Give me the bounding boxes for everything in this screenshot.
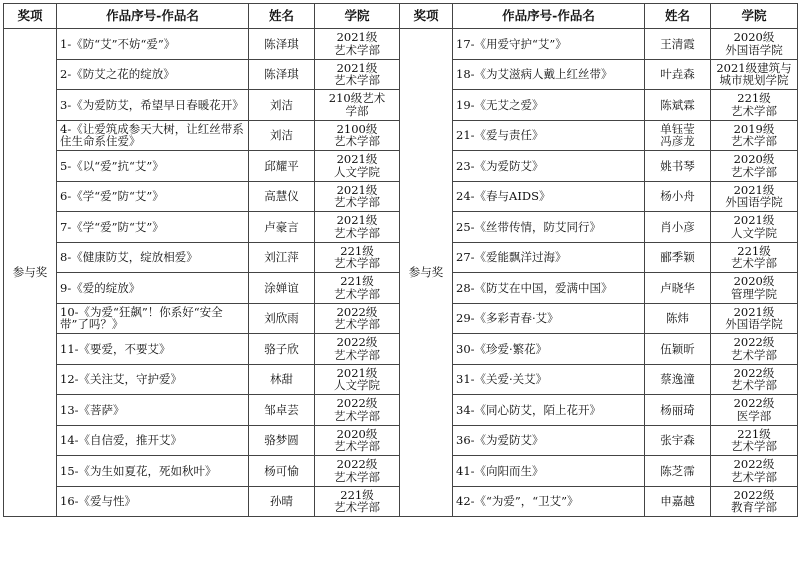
college-year-text: 2021级 <box>733 182 775 197</box>
college-dept-text: 管理学院 <box>731 286 777 301</box>
header-name: 姓名 <box>645 4 711 29</box>
header-award: 奖项 <box>4 4 57 29</box>
student-name-cell: 杨可愉 <box>249 456 315 487</box>
college-cell <box>315 334 400 365</box>
header-college: 学院 <box>315 4 400 29</box>
college-year-text: 221级 <box>737 426 771 441</box>
student-name-cell: 陈炜 <box>645 303 711 334</box>
college-cell <box>315 212 400 243</box>
college-dept-text: 艺术学部 <box>334 42 380 57</box>
college-year-text: 2022级 <box>336 304 378 319</box>
college-year-text: 2020级 <box>733 152 775 167</box>
student-name-cell: 林甜 <box>249 364 315 395</box>
college-cell <box>711 242 798 273</box>
student-name-cell: 孙晴 <box>249 486 315 517</box>
college-year-text: 221级 <box>340 274 374 289</box>
work-title-cell: 30-《珍爱·繁花》 <box>453 334 645 365</box>
work-title-cell: 18-《为艾滋病人戴上红丝带》 <box>453 59 645 90</box>
work-title-cell: 41-《向阳而生》 <box>453 456 645 487</box>
college-year-text: 2021级 <box>336 30 378 45</box>
college-dept-text: 艺术学部 <box>334 408 380 423</box>
college-dept-text: 教育学部 <box>731 500 777 515</box>
college-cell <box>315 242 400 273</box>
college-dept-text: 艺术学部 <box>731 378 777 393</box>
college-dept-text: 外国语学院 <box>725 195 783 210</box>
college-cell <box>315 395 400 426</box>
college-year-text: 2020级 <box>733 274 775 289</box>
college-cell <box>315 456 400 487</box>
college-cell <box>711 90 798 121</box>
student-name-cell: 伍颖昕 <box>645 334 711 365</box>
work-title-cell: 10-《为爱“狂飙”！你系好“安全带”了吗？》 <box>57 303 249 334</box>
college-year-text: 2021级 <box>336 365 378 380</box>
header-work: 作品序号-作品名 <box>453 4 645 29</box>
college-dept-text: 艺术学部 <box>731 164 777 179</box>
award-cell-right: 参与奖 <box>400 29 453 517</box>
college-dept-text: 艺术学部 <box>731 134 777 149</box>
college-year-text: 2100级 <box>336 121 378 136</box>
college-year-text: 221级 <box>340 243 374 258</box>
student-name-cell: 姚书琴 <box>645 151 711 182</box>
work-title-cell: 31-《关爱·关艾》 <box>453 364 645 395</box>
college-cell <box>315 59 400 90</box>
student-name-cell: 肖小彦 <box>645 212 711 243</box>
college-cell <box>315 90 400 121</box>
college-year-text: 2020级 <box>336 426 378 441</box>
award-table-sheet <box>3 3 797 559</box>
college-year-text: 2022级 <box>733 396 775 411</box>
student-name-cell: 郦季颖 <box>645 242 711 273</box>
college-year-text: 210级艺术 <box>328 91 386 106</box>
college-dept-text: 外国语学院 <box>725 317 783 332</box>
header-college: 学院 <box>711 4 798 29</box>
college-dept-text: 艺术学部 <box>334 225 380 240</box>
college-dept-text: 艺术学部 <box>334 439 380 454</box>
work-title-cell: 27-《爱能飘洋过海》 <box>453 242 645 273</box>
college-dept-text: 医学部 <box>736 408 772 423</box>
work-title-cell: 36-《为爱防艾》 <box>453 425 645 456</box>
student-name-cell: 卢豪言 <box>249 212 315 243</box>
work-title-cell: 2-《防艾之花的绽放》 <box>57 59 249 90</box>
college-cell <box>315 364 400 395</box>
college-cell <box>711 29 798 60</box>
college-dept-text: 艺术学部 <box>334 347 380 362</box>
student-name-cell: 陈泽琪 <box>249 29 315 60</box>
student-name-cell: 刘江萍 <box>249 242 315 273</box>
work-title-cell: 3-《为爱防艾，希望早日春暖花开》 <box>57 90 249 121</box>
work-title-cell: 29-《多彩青春·艾》 <box>453 303 645 334</box>
header-name: 姓名 <box>249 4 315 29</box>
table-body <box>4 29 798 517</box>
college-cell <box>711 334 798 365</box>
college-year-text: 2021级 <box>336 152 378 167</box>
college-cell <box>315 486 400 517</box>
work-title-cell: 23-《为爱防艾》 <box>453 151 645 182</box>
college-dept-text: 艺术学部 <box>334 134 380 149</box>
header-work: 作品序号-作品名 <box>57 4 249 29</box>
work-title-cell: 24-《春与AIDS》 <box>453 181 645 212</box>
college-cell <box>711 273 798 304</box>
header-row <box>4 4 798 29</box>
student-name-cell: 邹卓芸 <box>249 395 315 426</box>
student-name-cell: 骆子欣 <box>249 334 315 365</box>
work-title-cell: 7-《学“爱”防“艾”》 <box>57 212 249 243</box>
college-dept-text: 艺术学部 <box>334 469 380 484</box>
college-dept-text: 艺术学部 <box>334 195 380 210</box>
college-year-text: 2021级 <box>733 213 775 228</box>
college-cell <box>711 364 798 395</box>
work-title-cell: 42-《“为爱”，“卫艾”》 <box>453 486 645 517</box>
work-title-cell: 6-《学“爱”防“艾”》 <box>57 181 249 212</box>
student-name-cell: 陈芝霈 <box>645 456 711 487</box>
header-award: 奖项 <box>400 4 453 29</box>
student-name-cell: 陈斌霖 <box>645 90 711 121</box>
college-dept-text: 艺术学部 <box>731 347 777 362</box>
college-dept-text: 学部 <box>345 103 369 118</box>
student-name-cell: 杨丽琦 <box>645 395 711 426</box>
college-dept-text: 艺术学部 <box>731 103 777 118</box>
student-name-cell: 杨小舟 <box>645 181 711 212</box>
award-cell-left: 参与奖 <box>4 29 57 517</box>
college-cell <box>315 273 400 304</box>
student-name-cell: 刘欣雨 <box>249 303 315 334</box>
college-dept-text: 艺术学部 <box>334 256 380 271</box>
work-title-cell: 4-《让爱筑成参天大树，让红丝带系住生命系住爱》 <box>57 120 249 151</box>
student-name-cell: 张宇森 <box>645 425 711 456</box>
college-cell <box>711 59 798 90</box>
college-cell <box>711 395 798 426</box>
college-year-text: 2021级 <box>336 182 378 197</box>
work-title-cell: 8-《健康防艾，绽放相爱》 <box>57 242 249 273</box>
award-table <box>3 3 798 517</box>
work-title-cell: 34-《同心防艾，陌上花开》 <box>453 395 645 426</box>
student-name-cell: 单钰莹 冯彦龙 <box>645 120 711 151</box>
college-cell <box>711 456 798 487</box>
college-year-text: 2019级 <box>733 121 775 136</box>
college-dept-text: 人文学院 <box>731 225 777 240</box>
college-dept-text: 城市规划学院 <box>719 73 789 88</box>
college-year-text: 2021级 <box>733 304 775 319</box>
college-year-text: 2022级 <box>733 457 775 472</box>
college-cell <box>711 120 798 151</box>
college-year-text: 2021级 <box>336 60 378 75</box>
work-title-cell: 9-《爱的绽放》 <box>57 273 249 304</box>
student-name-cell: 邱耀平 <box>249 151 315 182</box>
college-dept-text: 艺术学部 <box>334 286 380 301</box>
college-dept-text: 艺术学部 <box>334 500 380 515</box>
work-title-cell: 11-《要爱，不要艾》 <box>57 334 249 365</box>
student-name-cell: 卢晓华 <box>645 273 711 304</box>
student-name-cell: 叶垚森 <box>645 59 711 90</box>
college-cell <box>315 151 400 182</box>
college-dept-text: 艺术学部 <box>334 317 380 332</box>
college-year-text: 2021级 <box>336 213 378 228</box>
college-year-text: 2022级 <box>336 335 378 350</box>
college-year-text: 2022级 <box>733 335 775 350</box>
college-year-text: 221级 <box>737 243 771 258</box>
work-title-cell: 13-《菩萨》 <box>57 395 249 426</box>
college-cell <box>711 425 798 456</box>
college-dept-text: 艺术学部 <box>731 439 777 454</box>
college-cell <box>711 303 798 334</box>
college-year-text: 2022级 <box>336 396 378 411</box>
work-title-cell: 15-《为生如夏花，死如秋叶》 <box>57 456 249 487</box>
college-dept-text: 人文学院 <box>334 378 380 393</box>
college-year-text: 2021级建筑与 <box>716 60 792 75</box>
work-title-cell: 17-《用爱守护“艾”》 <box>453 29 645 60</box>
college-cell <box>315 29 400 60</box>
student-name-cell: 涂婵谊 <box>249 273 315 304</box>
college-year-text: 2022级 <box>733 487 775 502</box>
student-name-cell: 陈泽琪 <box>249 59 315 90</box>
college-cell <box>711 151 798 182</box>
college-cell <box>315 425 400 456</box>
college-cell <box>711 486 798 517</box>
work-title-cell: 14-《自信爱，推开艾》 <box>57 425 249 456</box>
college-year-text: 2020级 <box>733 30 775 45</box>
college-dept-text: 人文学院 <box>334 164 380 179</box>
student-name-cell: 高慧仪 <box>249 181 315 212</box>
work-title-cell: 1-《防“艾”不妨“爱”》 <box>57 29 249 60</box>
college-year-text: 221级 <box>737 91 771 106</box>
work-title-cell: 28-《防艾在中国，爱满中国》 <box>453 273 645 304</box>
student-name-cell: 骆梦圆 <box>249 425 315 456</box>
college-dept-text: 艺术学部 <box>334 73 380 88</box>
college-cell <box>711 181 798 212</box>
college-cell <box>315 303 400 334</box>
work-title-cell: 5-《以“爱”抗“艾”》 <box>57 151 249 182</box>
student-name-cell: 申嘉越 <box>645 486 711 517</box>
college-cell <box>315 120 400 151</box>
college-dept-text: 艺术学部 <box>731 256 777 271</box>
college-year-text: 2022级 <box>733 365 775 380</box>
college-cell <box>711 212 798 243</box>
work-title-cell: 25-《丝带传情，防艾同行》 <box>453 212 645 243</box>
student-name-cell: 刘洁 <box>249 90 315 121</box>
work-title-cell: 16-《爱与性》 <box>57 486 249 517</box>
work-title-cell: 19-《无艾之爱》 <box>453 90 645 121</box>
college-dept-text: 艺术学部 <box>731 469 777 484</box>
student-name-cell: 蔡逸潼 <box>645 364 711 395</box>
college-dept-text: 外国语学院 <box>725 42 783 57</box>
table-row <box>4 29 798 60</box>
college-year-text: 2022级 <box>336 457 378 472</box>
student-name-cell: 王清霞 <box>645 29 711 60</box>
student-name-cell: 刘洁 <box>249 120 315 151</box>
college-cell <box>315 181 400 212</box>
college-year-text: 221级 <box>340 487 374 502</box>
work-title-cell: 21-《爱与责任》 <box>453 120 645 151</box>
work-title-cell: 12-《关注艾，守护爱》 <box>57 364 249 395</box>
